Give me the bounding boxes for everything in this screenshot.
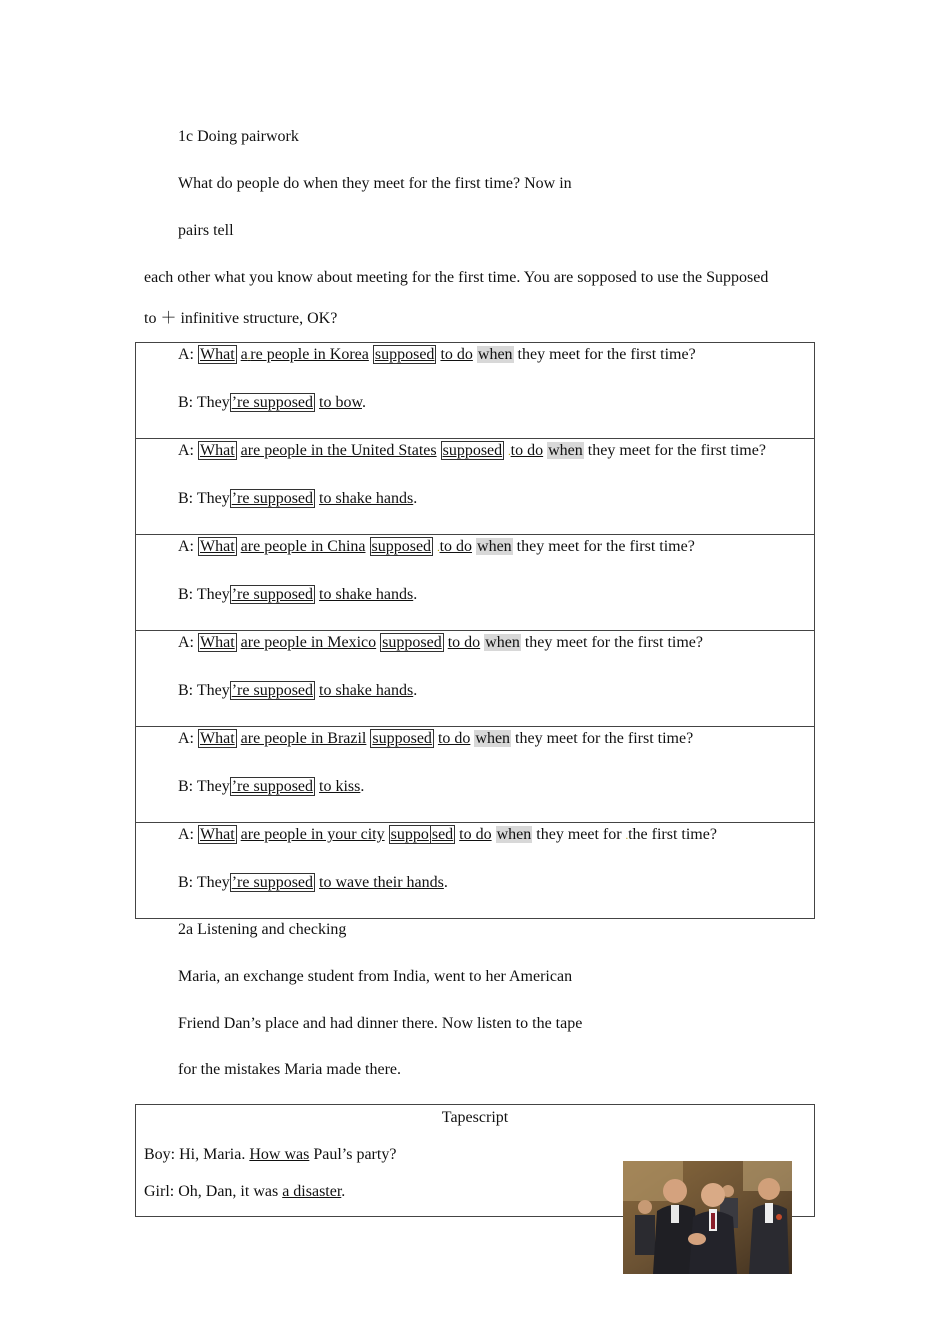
section-1c-heading: 1c Doing pairwork xyxy=(178,128,299,145)
dialogue-row xyxy=(136,727,814,823)
dialogue-row xyxy=(136,439,814,535)
people-meeting-photo xyxy=(623,1161,792,1274)
question-line: A: What are people in your city suppo sed to do when they meet for .the first time? xyxy=(178,826,717,843)
answer-line: B: They ’re supposed to shake hands. xyxy=(178,490,418,507)
dialogue-row xyxy=(136,823,814,918)
dialogue-table xyxy=(135,342,815,919)
tapescript-girl-line: Girl: Oh, Dan, it was a disaster. xyxy=(144,1183,346,1200)
tapescript-title: Tapescript xyxy=(441,1109,509,1126)
answer-line: B: They ’re supposed to bow. xyxy=(178,394,366,411)
answer-line: B: They ’re supposed to wave their hands. xyxy=(178,874,448,891)
question-line: A: What a.re people in Korea supposed to do when they meet for the first time? xyxy=(178,346,696,363)
question-line: A: What are people in Mexico supposed to do when they meet for the first time? xyxy=(178,634,703,651)
question-line: A: What are people in China supposed .to do when they meet for the first time? xyxy=(178,538,695,555)
section-1c-line4: to ＋ infinitive structure, OK? xyxy=(144,310,338,327)
section-2a-line3: for the mistakes Maria made there. xyxy=(178,1061,402,1078)
section-2a-heading: 2a Listening and checking xyxy=(178,921,347,938)
answer-line: B: They ’re supposed to shake hands. xyxy=(178,586,418,603)
tapescript-boy-line: Boy: Hi, Maria. How was Paul’s party? xyxy=(144,1146,397,1163)
dialogue-row xyxy=(136,535,814,631)
dialogue-row xyxy=(136,343,814,439)
question-line: A: What are people in Brazil supposed to do when they meet for the first time? xyxy=(178,730,694,747)
section-1c-line2: pairs tell xyxy=(178,222,234,239)
answer-line: B: They ’re supposed to shake hands. xyxy=(178,682,418,699)
question-line: A: What are people in the United States supposed .to do when they meet for the first time? xyxy=(178,442,766,459)
dialogue-row xyxy=(136,631,814,727)
section-2a-line2: Friend Dan’s place and had dinner there. Now listen to the tape xyxy=(178,1015,583,1032)
section-1c-line3: each other what you know about meeting for the first time. You are sopposed to use the Supposed xyxy=(144,269,769,286)
section-1c-line1: What do people do when they meet for the first time? Now in xyxy=(178,175,572,192)
answer-line: B: They ’re supposed to kiss. xyxy=(178,778,365,795)
section-2a-line1: Maria, an exchange student from India, went to her American xyxy=(178,968,573,985)
